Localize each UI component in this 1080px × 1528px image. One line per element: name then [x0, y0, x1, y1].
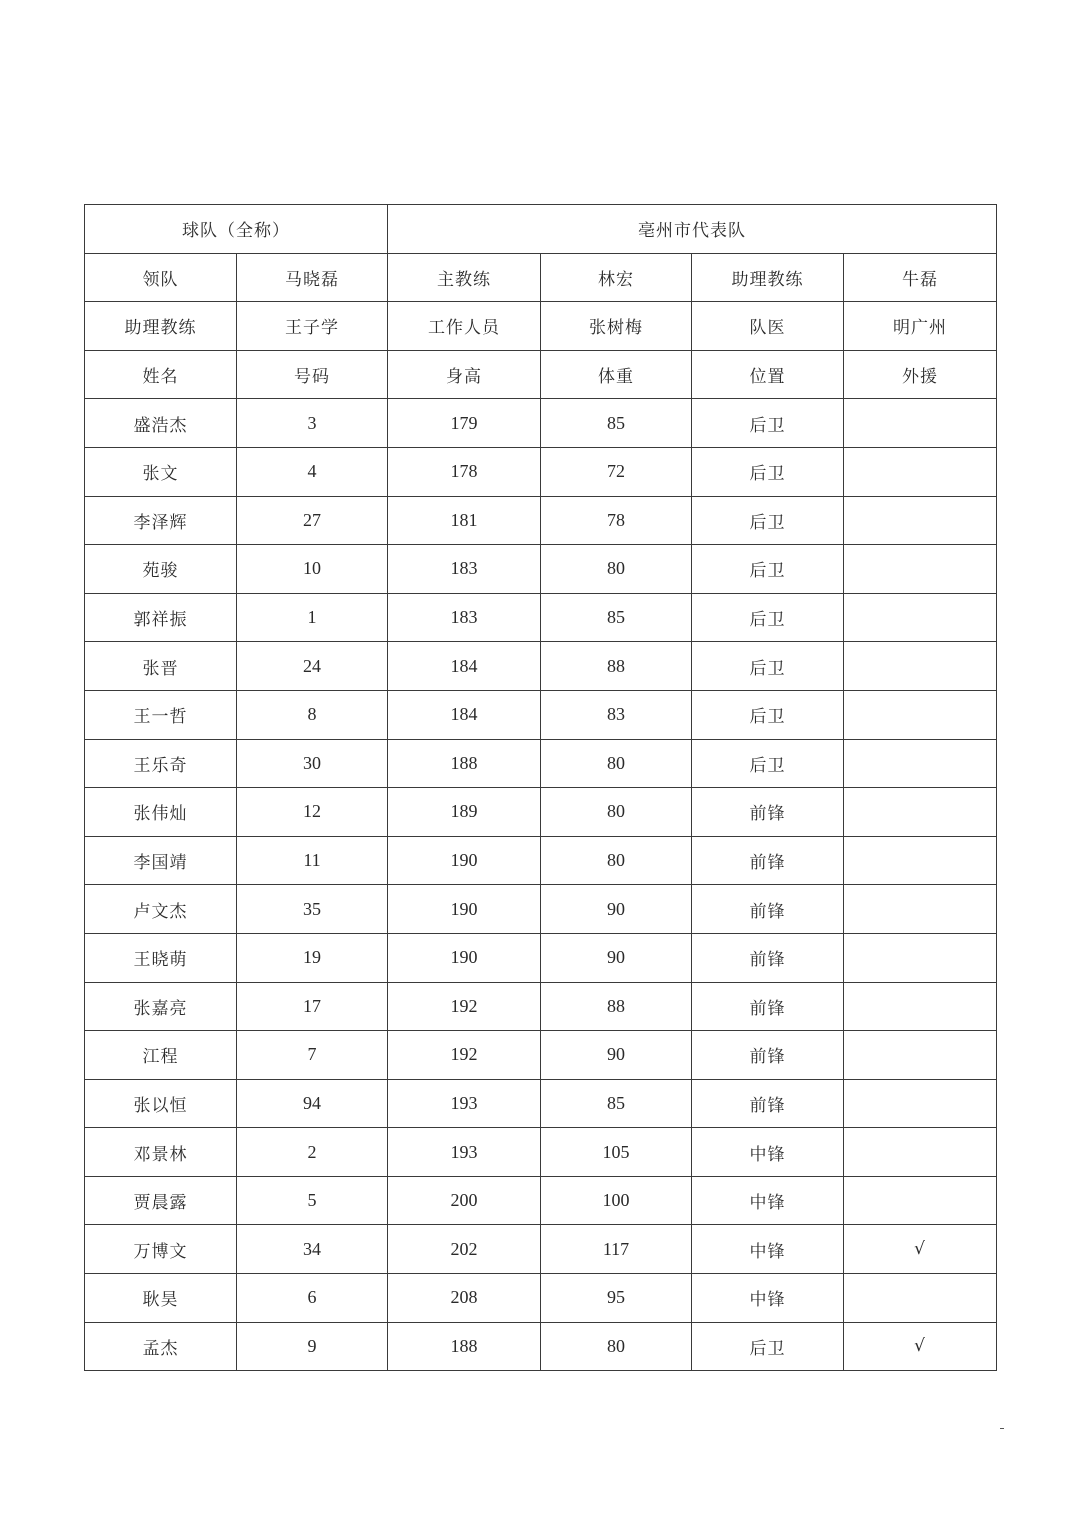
player-weight: 85: [541, 399, 692, 448]
player-foreign-mark: [844, 545, 997, 594]
staff-value-leader: 马晓磊: [237, 253, 388, 302]
player-weight: 88: [541, 642, 692, 691]
player-position: 后卫: [692, 739, 844, 788]
player-position: 中锋: [692, 1128, 844, 1177]
player-name: 耿昊: [85, 1274, 237, 1323]
player-number: 94: [237, 1079, 388, 1128]
player-number: 8: [237, 690, 388, 739]
player-weight: 78: [541, 496, 692, 545]
table-row: [85, 1079, 997, 1128]
player-foreign-mark: [844, 739, 997, 788]
player-weight: 88: [541, 982, 692, 1031]
player-height: 193: [388, 1079, 541, 1128]
player-number: 2: [237, 1128, 388, 1177]
player-name: 江程: [85, 1031, 237, 1080]
player-number: 12: [237, 788, 388, 837]
player-number: 5: [237, 1176, 388, 1225]
player-position: 后卫: [692, 399, 844, 448]
staff-label-assistant-coach-2: 助理教练: [85, 302, 237, 351]
player-position: 前锋: [692, 1031, 844, 1080]
column-header-height: 身高: [388, 350, 541, 399]
column-header-foreign: 外援: [844, 350, 997, 399]
player-height: 193: [388, 1128, 541, 1177]
player-weight: 80: [541, 739, 692, 788]
player-height: 183: [388, 593, 541, 642]
player-name: 张伟灿: [85, 788, 237, 837]
table-row: [85, 690, 997, 739]
player-weight: 117: [541, 1225, 692, 1274]
player-position: 前锋: [692, 885, 844, 934]
column-header-weight: 体重: [541, 350, 692, 399]
staff-value-team-doctor: 明广州: [844, 302, 997, 351]
table-row: [85, 788, 997, 837]
player-name: 王乐奇: [85, 739, 237, 788]
player-height: 184: [388, 690, 541, 739]
player-foreign-mark: [844, 690, 997, 739]
player-name: 苑骏: [85, 545, 237, 594]
player-number: 19: [237, 933, 388, 982]
player-foreign-mark: [844, 885, 997, 934]
player-position: 前锋: [692, 788, 844, 837]
player-name: 王晓萌: [85, 933, 237, 982]
staff-row-2: [85, 302, 997, 351]
player-foreign-mark: [844, 788, 997, 837]
player-foreign-mark: [844, 836, 997, 885]
player-weight: 95: [541, 1274, 692, 1323]
column-header-number: 号码: [237, 350, 388, 399]
player-weight: 80: [541, 788, 692, 837]
player-height: 190: [388, 836, 541, 885]
player-foreign-mark: [844, 1031, 997, 1080]
column-header-name: 姓名: [85, 350, 237, 399]
player-foreign-mark: [844, 1176, 997, 1225]
player-name: 李泽辉: [85, 496, 237, 545]
player-name: 贾晨露: [85, 1176, 237, 1225]
player-name: 邓景林: [85, 1128, 237, 1177]
table-row: [85, 1322, 997, 1371]
player-number: 4: [237, 447, 388, 496]
player-number: 10: [237, 545, 388, 594]
player-position: 前锋: [692, 836, 844, 885]
player-number: 35: [237, 885, 388, 934]
player-position: 后卫: [692, 593, 844, 642]
player-height: 179: [388, 399, 541, 448]
table-row: [85, 642, 997, 691]
player-position: 中锋: [692, 1225, 844, 1274]
player-weight: 80: [541, 1322, 692, 1371]
player-weight: 85: [541, 593, 692, 642]
player-foreign-mark: [844, 1079, 997, 1128]
player-height: 183: [388, 545, 541, 594]
player-position: 后卫: [692, 1322, 844, 1371]
player-position: 后卫: [692, 496, 844, 545]
player-position: 中锋: [692, 1176, 844, 1225]
player-name: 万博文: [85, 1225, 237, 1274]
table-row: [85, 1128, 997, 1177]
team-label-cell: 球队（全称）: [85, 205, 388, 254]
player-name: 李国靖: [85, 836, 237, 885]
staff-value-staff-member: 张树梅: [541, 302, 692, 351]
player-name: 张以恒: [85, 1079, 237, 1128]
player-height: 190: [388, 933, 541, 982]
column-header-position: 位置: [692, 350, 844, 399]
player-number: 1: [237, 593, 388, 642]
table-row: [85, 836, 997, 885]
table-row: [85, 885, 997, 934]
staff-label-leader: 领队: [85, 253, 237, 302]
player-weight: 83: [541, 690, 692, 739]
player-position: 后卫: [692, 690, 844, 739]
player-weight: 90: [541, 885, 692, 934]
player-weight: 100: [541, 1176, 692, 1225]
staff-value-assistant-coach-2: 王子学: [237, 302, 388, 351]
page-mark: [1000, 1428, 1004, 1429]
staff-label-assistant-coach: 助理教练: [692, 253, 844, 302]
player-height: 192: [388, 982, 541, 1031]
player-name: 张晋: [85, 642, 237, 691]
player-height: 202: [388, 1225, 541, 1274]
player-height: 189: [388, 788, 541, 837]
player-name: 张嘉亮: [85, 982, 237, 1031]
staff-value-head-coach: 林宏: [541, 253, 692, 302]
player-weight: 80: [541, 545, 692, 594]
staff-label-team-doctor: 队医: [692, 302, 844, 351]
player-foreign-mark: √: [844, 1322, 997, 1371]
player-name: 王一哲: [85, 690, 237, 739]
player-position: 前锋: [692, 1079, 844, 1128]
table-row: [85, 982, 997, 1031]
staff-label-head-coach: 主教练: [388, 253, 541, 302]
player-position: 前锋: [692, 933, 844, 982]
table-row: [85, 739, 997, 788]
table-row: [85, 496, 997, 545]
player-number: 30: [237, 739, 388, 788]
player-weight: 105: [541, 1128, 692, 1177]
team-name-row: [85, 205, 997, 254]
player-height: 192: [388, 1031, 541, 1080]
player-weight: 90: [541, 1031, 692, 1080]
player-height: 181: [388, 496, 541, 545]
staff-value-assistant-coach: 牛磊: [844, 253, 997, 302]
player-name: 盛浩杰: [85, 399, 237, 448]
player-height: 184: [388, 642, 541, 691]
table-row: [85, 447, 997, 496]
table-row: [85, 545, 997, 594]
player-weight: 80: [541, 836, 692, 885]
player-foreign-mark: [844, 593, 997, 642]
player-number: 34: [237, 1225, 388, 1274]
table-row: [85, 1274, 997, 1323]
player-height: 188: [388, 1322, 541, 1371]
team-roster-table: [84, 204, 997, 1371]
column-header-row: [85, 350, 997, 399]
table-row: [85, 593, 997, 642]
table-row: [85, 1225, 997, 1274]
player-foreign-mark: [844, 1128, 997, 1177]
player-number: 27: [237, 496, 388, 545]
player-position: 中锋: [692, 1274, 844, 1323]
player-name: 张文: [85, 447, 237, 496]
table-row: [85, 1031, 997, 1080]
player-number: 17: [237, 982, 388, 1031]
player-height: 200: [388, 1176, 541, 1225]
player-height: 178: [388, 447, 541, 496]
player-number: 3: [237, 399, 388, 448]
player-number: 11: [237, 836, 388, 885]
team-name-cell: 亳州市代表队: [388, 205, 997, 254]
player-height: 188: [388, 739, 541, 788]
player-foreign-mark: √: [844, 1225, 997, 1274]
player-name: 郭祥振: [85, 593, 237, 642]
table-row: [85, 399, 997, 448]
player-foreign-mark: [844, 1274, 997, 1323]
player-name: 卢文杰: [85, 885, 237, 934]
player-foreign-mark: [844, 933, 997, 982]
player-position: 后卫: [692, 447, 844, 496]
player-position: 后卫: [692, 545, 844, 594]
player-foreign-mark: [844, 642, 997, 691]
player-foreign-mark: [844, 399, 997, 448]
player-foreign-mark: [844, 982, 997, 1031]
table-row: [85, 933, 997, 982]
table-row: [85, 1176, 997, 1225]
player-position: 前锋: [692, 982, 844, 1031]
staff-row-1: [85, 253, 997, 302]
player-foreign-mark: [844, 447, 997, 496]
player-number: 6: [237, 1274, 388, 1323]
player-height: 190: [388, 885, 541, 934]
player-weight: 90: [541, 933, 692, 982]
player-position: 后卫: [692, 642, 844, 691]
player-height: 208: [388, 1274, 541, 1323]
player-number: 9: [237, 1322, 388, 1371]
player-foreign-mark: [844, 496, 997, 545]
staff-label-staff-member: 工作人员: [388, 302, 541, 351]
player-weight: 72: [541, 447, 692, 496]
player-number: 7: [237, 1031, 388, 1080]
player-name: 孟杰: [85, 1322, 237, 1371]
player-number: 24: [237, 642, 388, 691]
player-weight: 85: [541, 1079, 692, 1128]
